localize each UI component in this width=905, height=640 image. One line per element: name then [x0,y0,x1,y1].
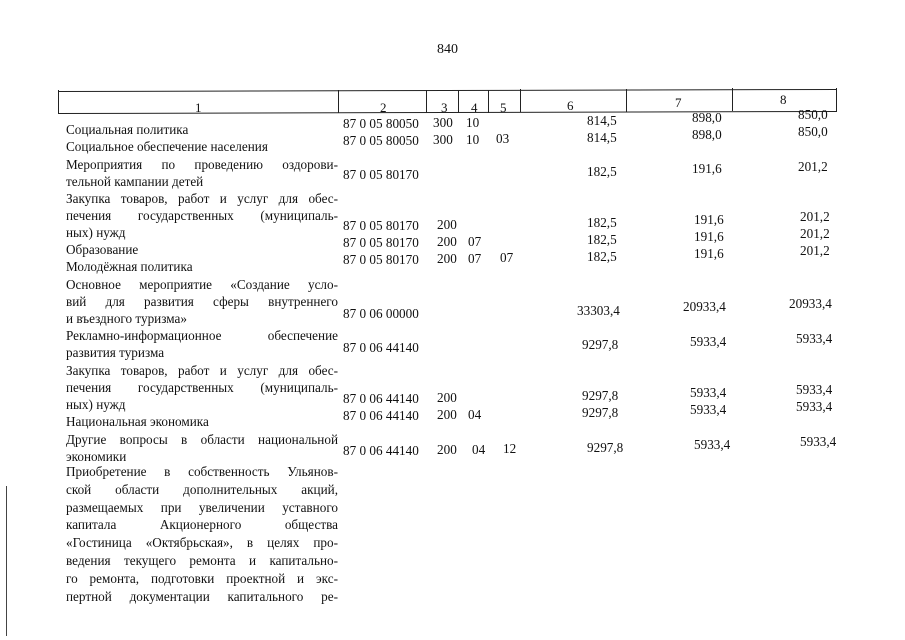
paragraph-line: Приобретение в собственность Ульянов- [66,464,338,479]
header-col-2: 2 [380,100,387,115]
row-v6: 9297,8 [582,337,619,352]
row-v8: 201,2 [800,209,830,224]
row-c4: 10 [466,115,480,130]
row-v6: 182,5 [587,232,617,247]
row-v7: 191,6 [694,246,724,261]
paragraph-line: размещаемых при увеличении уставного [66,499,338,515]
row-c3: 200 [437,234,457,249]
row-c4: 04 [468,407,482,422]
row-v6: 814,5 [587,130,617,145]
row-code: 87 0 05 80170 [343,218,419,233]
row-v6: 33303,4 [577,303,620,318]
row-v6: 182,5 [587,215,617,230]
paragraph-line: ведения текущего ремонта и капитально- [66,552,338,568]
row-code: 87 0 05 80170 [343,235,419,250]
row-v7: 5933,4 [694,437,731,452]
row-v6: 182,5 [587,249,617,264]
row-name [66,156,338,173]
row-v8: 5933,4 [796,331,833,346]
row-v6: 814,5 [587,113,617,128]
row-v7: 5933,4 [690,402,727,417]
row-code: 87 0 05 80170 [343,252,419,267]
row-c3: 300 [433,132,453,147]
table-header [58,88,837,112]
row-name: Национальная экономика [66,414,209,429]
row-v8: 201,2 [800,226,830,241]
row-name-line: и въездного туризма» [66,311,187,326]
row-name: Образование [66,242,139,257]
row-v8: 201,2 [800,243,830,258]
paragraph-line: пертной документации капитального ре- [66,588,338,604]
row-v7: 5933,4 [690,385,727,400]
header-col-8: 8 [780,92,787,107]
row-name: Социальное обеспечение населения [66,139,268,154]
scan-edge-line [6,486,7,636]
row-name: Молодёжная политика [66,259,193,274]
header-col-7: 7 [675,95,682,110]
header-col-6: 6 [567,98,574,113]
row-code: 87 0 06 00000 [343,306,419,321]
row-name-line: экономики [66,449,127,464]
header-col-5: 5 [500,100,507,115]
header-col-4: 4 [471,100,478,115]
paragraph-line: «Гостиница «Октябрьская», в целях про- [66,535,338,551]
row-code: 87 0 05 80170 [343,167,419,182]
row-v8: 20933,4 [789,296,832,311]
row-c4: 07 [468,251,482,266]
row-c5: 03 [496,131,510,146]
row-name-line: ных) нужд [66,225,126,240]
row-v6: 9297,8 [587,440,624,455]
row-v6: 9297,8 [582,388,619,403]
row-code: 87 0 06 44140 [343,443,419,458]
row-code: 87 0 06 44140 [343,391,419,406]
row-name-line: Мероприятия по проведению оздорови- [66,157,338,172]
row-v7: 5933,4 [690,334,727,349]
row-name [66,327,338,344]
row-name-line: Основное мероприятие «Создание усло- [66,277,338,292]
row-name-line: Закупка товаров, работ и услуг для обес- [66,191,338,206]
row-v8: 5933,4 [796,399,833,414]
row-name-line: печения государственных (муниципаль- [66,208,338,223]
row-c5: 07 [500,250,514,265]
row-v7: 191,6 [694,229,724,244]
row-name-line: Другие вопросы в области национальной [66,432,338,447]
row-name-line: Рекламно-информационное обеспечение [66,328,338,343]
paragraph-line: ской области дополнительных акций, [66,481,338,497]
row-c3: 200 [437,390,457,405]
row-name-line: ных) нужд [66,397,126,412]
row-v8: 850,0 [798,124,828,139]
row-name [66,190,338,224]
row-v7: 191,6 [694,212,724,227]
row-code: 87 0 05 80050 [343,116,419,131]
page-number: 840 [437,42,458,57]
row-v8: 850,0 [798,107,828,122]
row-v7: 898,0 [692,110,722,125]
row-v8: 5933,4 [796,382,833,397]
row-c3: 200 [437,407,457,422]
row-name-line: печения государственных (муниципаль- [66,380,338,395]
row-c4: 04 [472,442,486,457]
final-paragraph [66,463,338,605]
row-v7: 20933,4 [683,299,726,314]
row-c4: 07 [468,234,482,249]
row-name [66,431,338,448]
paragraph-line: капитала Акционерного общества [66,517,338,533]
row-code: 87 0 06 44140 [343,408,419,423]
row-name-line: развития туризма [66,345,165,360]
row-code: 87 0 06 44140 [343,340,419,355]
row-v7: 191,6 [692,161,722,176]
row-name [66,362,338,396]
row-v6: 182,5 [587,164,617,179]
row-name-line: Закупка товаров, работ и услуг для обес- [66,363,338,378]
row-c3: 300 [433,115,453,130]
row-name-line: тельной кампании детей [66,174,204,189]
row-v8: 5933,4 [800,434,837,449]
row-v6: 9297,8 [582,405,619,420]
row-c5: 12 [503,441,517,456]
paragraph-line: го ремонта, подготовки проектной и экс- [66,570,338,586]
row-v8: 201,2 [798,159,828,174]
row-name-line: вий для развития сферы внутреннего [66,294,338,309]
row-code: 87 0 05 80050 [343,133,419,148]
row-c3: 200 [437,442,457,457]
row-v7: 898,0 [692,127,722,142]
row-c4: 10 [466,132,480,147]
row-c3: 200 [437,251,457,266]
header-col-1: 1 [195,100,202,115]
row-name [66,276,338,310]
row-name: Социальная политика [66,122,189,137]
row-c3: 200 [437,217,457,232]
header-col-3: 3 [441,100,448,115]
